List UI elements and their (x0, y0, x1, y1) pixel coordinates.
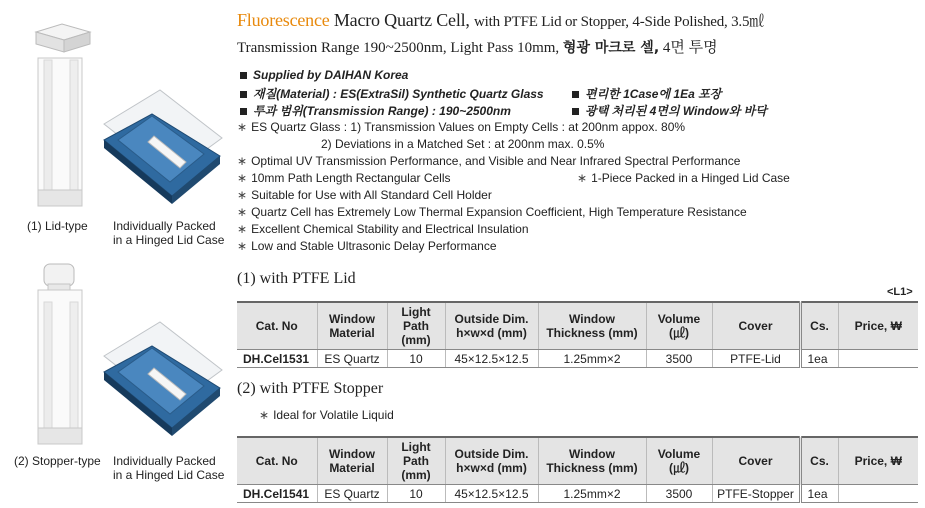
bullet-supplier-text: Supplied by DAIHAN Korea (253, 68, 409, 82)
table-code: <L1> (887, 286, 913, 298)
cell-cover: PTFE-Lid (712, 350, 800, 368)
subtitle-korean: 형광 마크로 셀, (562, 40, 660, 56)
subtitle-end: 4면 투명 (662, 40, 718, 56)
packed-caption-1-line2: in a Hinged Lid Case (113, 233, 225, 247)
asterisk-icon: ∗ (259, 408, 270, 422)
table-row (237, 485, 918, 503)
spec-holder-text: Suitable for Use with All Standard Cell Holder (251, 188, 492, 202)
spec-ultrasonic (237, 239, 497, 253)
col-volume: Volume (㎕) (646, 302, 712, 350)
packed-caption-2-line1: Individually Packed (113, 454, 216, 468)
col-window-thickness: Window Thickness (mm) (538, 302, 646, 350)
square-bullet-icon (240, 91, 247, 98)
asterisk-icon: ∗ (237, 239, 248, 253)
stopper-note-text: Ideal for Volatile Liquid (273, 408, 394, 422)
spec-chemical (237, 222, 529, 236)
table-header-row (237, 437, 918, 485)
hinged-case-image-2 (100, 318, 225, 446)
cell-thickness: 1.25mm×2 (538, 350, 646, 368)
bullet-window-text: 광택 처리된 4면의 Window와 바닥 (585, 104, 767, 118)
spec-uv (237, 154, 740, 168)
col-cover: Cover (712, 437, 800, 485)
table-header-row (237, 302, 918, 350)
bullet-packing-text: 편리한 1Case에 1Ea 포장 (585, 87, 722, 101)
spec-thermal (237, 205, 747, 219)
packed-caption-1 (113, 219, 224, 247)
spec-path-text: 10mm Path Length Rectangular Cells (251, 171, 451, 185)
lid-type-cuvette-image (28, 20, 98, 210)
col-window-material: Window Material (317, 437, 387, 485)
lid-type-caption: (1) Lid-type (27, 219, 88, 233)
spec-deviation (321, 137, 604, 151)
asterisk-icon: ∗ (237, 171, 248, 185)
bullet-range (237, 102, 511, 119)
asterisk-icon: ∗ (237, 154, 248, 168)
cell-cs: 1ea (800, 485, 838, 503)
title-main: Macro Quartz Cell, (333, 10, 470, 30)
col-cs: Cs. (800, 302, 838, 350)
col-cat-no: Cat. No (237, 302, 317, 350)
spec-uv-text: Optimal UV Transmission Performance, and Visible and Near Infrared Spectral Performance (251, 154, 741, 168)
cell-cat-no: DH.Cel1541 (237, 485, 317, 503)
bullet-window (569, 102, 767, 119)
cell-material: ES Quartz (317, 485, 387, 503)
spec-packed (577, 171, 790, 185)
asterisk-icon: ∗ (237, 188, 248, 202)
square-bullet-icon (240, 72, 247, 79)
col-window-material: Window Material (317, 302, 387, 350)
col-window-thickness: Window Thickness (mm) (538, 437, 646, 485)
col-light-path: Light Path (mm) (387, 302, 445, 350)
square-bullet-icon (572, 91, 579, 98)
product-subtitle (237, 36, 718, 57)
cell-cs: 1ea (800, 350, 838, 368)
hinged-case-image-1 (100, 86, 225, 214)
col-volume: Volume (㎕) (646, 437, 712, 485)
spec-path (237, 171, 451, 185)
asterisk-icon: ∗ (237, 120, 248, 134)
spec-chemical-text: Excellent Chemical Stability and Electrical Insulation (251, 222, 529, 236)
bullet-material (237, 85, 544, 102)
cell-dim: 45×12.5×12.5 (445, 350, 538, 368)
section-title-stopper: (2) with PTFE Stopper (237, 380, 384, 397)
bullet-range-text: 투과 범위(Transmission Range) : 190~2500nm (253, 104, 511, 118)
spec-deviation-text: 2) Deviations in a Matched Set : at 200nm max. 0.5% (321, 137, 605, 151)
col-cat-no: Cat. No (237, 437, 317, 485)
stopper-type-caption: (2) Stopper-type (14, 454, 101, 468)
cell-thickness: 1.25mm×2 (538, 485, 646, 503)
cell-dim: 45×12.5×12.5 (445, 485, 538, 503)
asterisk-icon: ∗ (237, 222, 248, 236)
cell-path: 10 (387, 350, 445, 368)
title-fluorescence: Fluorescence (237, 10, 330, 30)
cell-volume: 3500 (646, 350, 712, 368)
subtitle-main: Transmission Range 190~2500nm, Light Pass 10mm, (237, 40, 560, 56)
spec-quartz-glass (237, 120, 685, 134)
cell-path: 10 (387, 485, 445, 503)
bullet-material-text: 재질(Material) : ES(ExtraSil) Synthetic Quartz Glass (253, 87, 544, 101)
spec-table-stopper (237, 436, 918, 503)
square-bullet-icon (240, 108, 247, 115)
asterisk-icon: ∗ (577, 171, 588, 185)
spec-packed-text: 1-Piece Packed in a Hinged Lid Case (591, 171, 790, 185)
stopper-type-cuvette-image (28, 262, 98, 452)
title-detail: with PTFE Lid or Stopper, 4-Side Polished, 3.5㎖ (474, 14, 765, 30)
packed-caption-2 (113, 454, 224, 482)
cell-price (838, 485, 918, 503)
col-cs: Cs. (800, 437, 838, 485)
spec-thermal-text: Quartz Cell has Extremely Low Thermal Expansion Coefficient, High Temperature Resistance (251, 205, 747, 219)
col-outside-dim: Outside Dim. h×w×d (mm) (445, 302, 538, 350)
col-cover: Cover (712, 302, 800, 350)
cell-price (838, 350, 918, 368)
spec-quartz-glass-text: ES Quartz Glass : 1) Transmission Values on Empty Cells : at 200nm appox. 80% (251, 120, 686, 134)
col-light-path: Light Path (mm) (387, 437, 445, 485)
col-outside-dim: Outside Dim. h×w×d (mm) (445, 437, 538, 485)
spec-holder (237, 188, 492, 202)
bullet-supplier (237, 68, 408, 82)
bullet-packing (569, 85, 721, 102)
asterisk-icon: ∗ (237, 205, 248, 219)
product-title (237, 10, 764, 31)
cell-cover: PTFE-Stopper (712, 485, 800, 503)
cell-cat-no: DH.Cel1531 (237, 350, 317, 368)
square-bullet-icon (572, 108, 579, 115)
stopper-note (259, 408, 394, 422)
spec-table-lid (237, 301, 918, 368)
col-price: Price, ₩ (838, 437, 918, 485)
col-price: Price, ₩ (838, 302, 918, 350)
table-row (237, 350, 918, 368)
packed-caption-2-line2: in a Hinged Lid Case (113, 468, 225, 482)
spec-ultrasonic-text: Low and Stable Ultrasonic Delay Performance (251, 239, 497, 253)
section-title-lid: (1) with PTFE Lid (237, 270, 356, 287)
cell-volume: 3500 (646, 485, 712, 503)
packed-caption-1-line1: Individually Packed (113, 219, 216, 233)
cell-material: ES Quartz (317, 350, 387, 368)
